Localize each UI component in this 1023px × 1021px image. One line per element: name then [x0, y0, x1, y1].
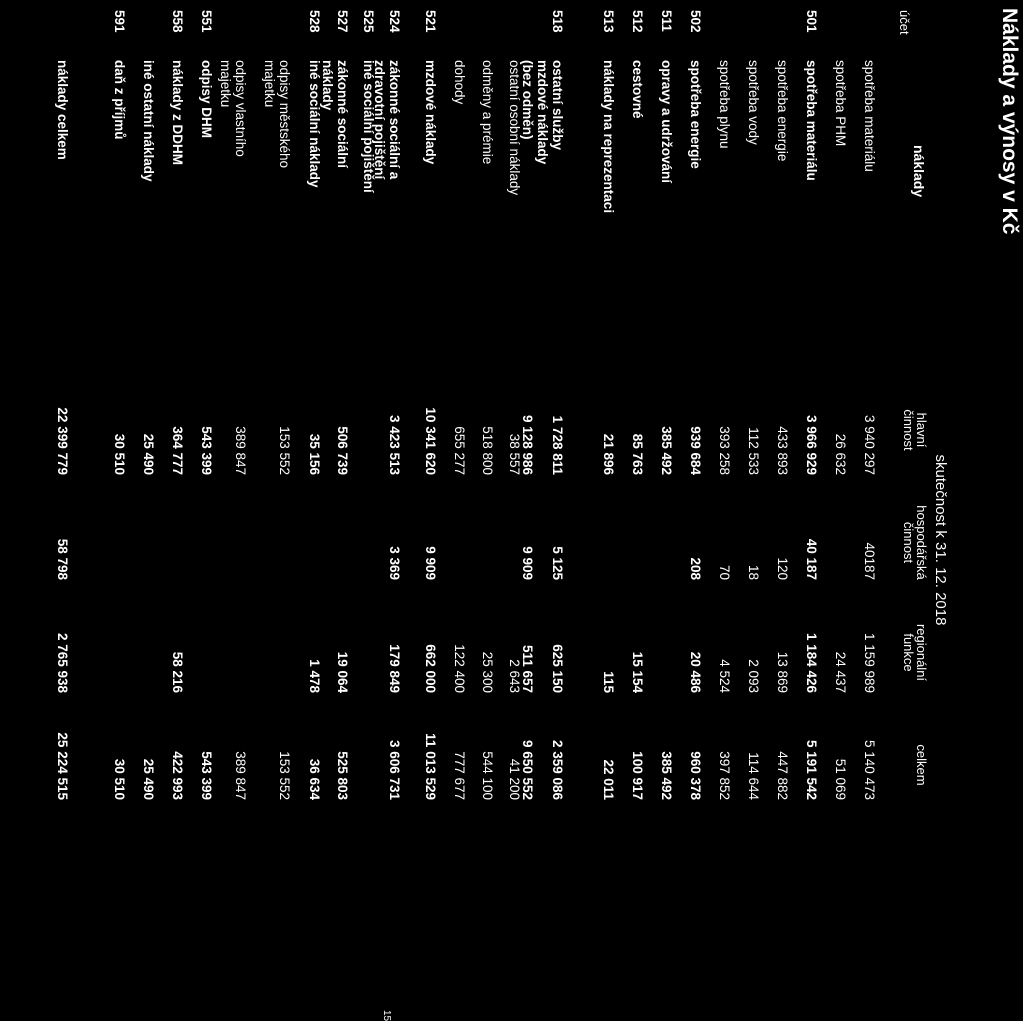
cost-name-cell: iné ostatní náklady: [141, 60, 156, 182]
account-cell: 525: [361, 10, 376, 33]
main-activity-cell: 26 632: [833, 433, 848, 475]
total-cell: 2 359 086 9 650 552: [520, 739, 565, 800]
account-cell: 511: [659, 10, 674, 32]
main-activity-cell: 10 341 620: [423, 407, 438, 475]
cost-name-cell: iné sociální náklady: [307, 60, 322, 188]
total-cell: 22 011: [601, 759, 616, 800]
regional-function-cell: 15 154: [630, 651, 645, 693]
regional-function-cell: 2 093: [746, 659, 761, 693]
main-activity-cell: 506 739: [335, 426, 350, 475]
total-cell: 397 852: [717, 751, 732, 800]
main-activity-cell: 939 684: [688, 426, 703, 475]
total-cell: 36 634: [307, 758, 322, 800]
account-cell: 502: [688, 10, 703, 33]
total-cell: 422 993: [170, 751, 185, 800]
main-activity-cell: 433 893: [775, 426, 790, 475]
cost-name-cell: odpisy městského majetku: [262, 60, 292, 169]
cost-name-cell: iné sociální pojištění: [361, 60, 376, 193]
total-cell: 447 882: [775, 751, 790, 800]
main-activity-cell: 655 277: [452, 426, 467, 475]
total-cell: 5 191 542: [804, 739, 819, 800]
economic-activity-cell: 70: [717, 564, 732, 580]
cost-name-cell: spotřeba materiálu: [804, 60, 819, 181]
account-cell: 558: [170, 10, 185, 33]
total-cell: 100 917: [630, 751, 645, 800]
main-activity-cell: 543 399: [199, 426, 214, 475]
economic-activity-cell: 9 909: [423, 546, 438, 580]
account-cell: 524: [387, 10, 402, 33]
main-activity-cell: 85 763: [630, 433, 645, 475]
main-activity-cell: 30 510: [112, 433, 127, 475]
main-activity-cell: 393 258: [717, 426, 732, 475]
economic-activity-cell: 3 369: [387, 546, 402, 580]
total-cell: 25 224 515: [55, 732, 70, 800]
main-activity-cell: 25 490: [141, 433, 156, 475]
main-activity-cell: 389 847: [233, 426, 248, 475]
cost-name-cell: odměny a prémie: [480, 60, 495, 165]
total-cell: 11 013 529: [423, 733, 438, 800]
main-activity-cell: 1 728 811 9 128 986: [520, 414, 565, 475]
cost-name-cell: mzdové náklady: [423, 60, 438, 165]
regional-function-cell: 122 400: [452, 644, 467, 693]
account-cell: 551: [199, 10, 214, 33]
header-regional-function: regionální funkce: [901, 623, 929, 682]
regional-function-cell: 1 159 989: [862, 632, 877, 693]
regional-function-cell: 19 064: [335, 651, 350, 693]
regional-function-cell: 2 643: [507, 659, 522, 693]
main-activity-cell: 364 777: [170, 426, 185, 475]
cost-name-cell: spotřeba vody: [746, 60, 761, 145]
main-activity-cell: 22 399 779: [55, 407, 70, 475]
regional-function-cell: 13 869: [775, 651, 790, 693]
total-cell: 543 399: [199, 751, 214, 800]
economic-activity-cell: 40187: [862, 542, 877, 580]
page-title: Náklady a výnosy v Kč: [998, 8, 1021, 235]
account-cell: 513: [601, 10, 616, 33]
cost-name-cell: náklady celkem: [55, 60, 70, 160]
regional-function-cell: 58 216: [170, 651, 185, 693]
total-cell: 544 100: [480, 751, 495, 800]
total-cell: 25 490: [141, 758, 156, 800]
cost-name-cell: zákonné sociální náklady: [320, 60, 350, 169]
main-activity-cell: 35 156: [307, 433, 322, 475]
economic-activity-cell: 40 187: [804, 538, 819, 580]
total-cell: 525 803: [335, 751, 350, 800]
regional-function-cell: 625 150 511 657: [520, 644, 565, 693]
main-activity-cell: 385 492: [659, 426, 674, 475]
total-cell: 389 847: [233, 751, 248, 800]
total-cell: 153 552: [277, 751, 292, 800]
main-activity-cell: 518 800: [480, 426, 495, 475]
header-total: celkem: [914, 744, 929, 786]
total-cell: 51 069: [833, 758, 848, 800]
main-activity-cell: 21 896: [601, 433, 616, 475]
regional-function-cell: 2 765 938: [55, 632, 70, 693]
cost-name-cell: náklady z DDHM: [170, 60, 185, 166]
cost-name-cell: ostatní osobní náklady: [507, 60, 522, 196]
regional-function-cell: 25 300: [480, 651, 495, 693]
total-cell: 5 140 473: [862, 739, 877, 800]
cost-name-cell: spotřeba materiálu: [862, 60, 877, 172]
main-activity-cell: 3 966 929: [804, 414, 819, 475]
economic-activity-cell: 5 125 9 909: [520, 546, 565, 580]
cost-name-cell: odpisy DHM: [199, 60, 214, 139]
cost-name-cell: dohody: [452, 60, 467, 105]
account-cell: 521: [423, 10, 438, 33]
total-cell: 385 492: [659, 751, 674, 800]
regional-function-cell: 4 524: [717, 659, 732, 693]
regional-function-cell: 20 486: [688, 651, 703, 693]
economic-activity-cell: 58 798: [55, 538, 70, 580]
main-activity-cell: 3 423 513: [387, 414, 402, 475]
account-cell: 501: [804, 10, 819, 33]
account-cell: 518: [550, 10, 565, 33]
regional-function-cell: 24 437: [833, 651, 848, 693]
regional-function-cell: 115: [601, 671, 616, 693]
page-number: 15: [381, 1010, 392, 1021]
cost-name-cell: opravy a udržování: [659, 60, 674, 184]
main-activity-cell: 112 533: [746, 427, 761, 475]
total-cell: 777 677: [452, 751, 467, 800]
cost-name-cell: spotřeba PHM: [833, 60, 848, 147]
regional-function-cell: 662 000: [423, 644, 438, 693]
cost-name-cell: daň z příjmů: [112, 60, 127, 140]
header-costs: náklady: [911, 145, 927, 198]
cost-name-cell: ostatní služby mzdové náklady (bez odměn): [520, 60, 565, 165]
cost-name-cell: náklady na reprezentaci: [601, 60, 616, 214]
total-cell: 41 200: [507, 758, 522, 800]
cost-name-cell: cestovné: [630, 60, 645, 119]
regional-function-cell: 1 184 426: [804, 632, 819, 693]
cost-name-cell: spotřeba plynu: [717, 60, 732, 149]
regional-function-cell: 179 849: [387, 644, 402, 693]
economic-activity-cell: 18: [746, 564, 761, 580]
cost-name-cell: zákonné sociální a zdravotní pojištění: [372, 60, 402, 180]
header-economic-activity: hospodářská činnost: [901, 505, 929, 580]
header-main-activity: hlavní činnost: [901, 409, 929, 451]
economic-activity-cell: 120: [775, 557, 790, 580]
cost-name-cell: spotřeba energie: [775, 60, 790, 162]
total-cell: 3 606 731: [387, 739, 402, 800]
cost-name-cell: spotřeba energie: [688, 60, 703, 169]
economic-activity-cell: 208: [688, 557, 703, 580]
account-cell: 512: [630, 10, 645, 33]
total-cell: 960 378: [688, 751, 703, 800]
main-activity-cell: 153 552: [277, 426, 292, 475]
main-activity-cell: 38 557: [507, 433, 522, 475]
total-cell: 30 510: [112, 758, 127, 800]
header-account: účet: [897, 10, 912, 35]
account-cell: 528: [307, 10, 322, 33]
account-cell: 591: [112, 10, 127, 33]
header-period: skutečnost k 31. 12. 2018: [932, 454, 949, 626]
cost-name-cell: odpisy vlastního majetku: [218, 60, 248, 157]
main-activity-cell: 3 940 297: [862, 414, 877, 475]
total-cell: 114 644: [746, 752, 761, 800]
regional-function-cell: 1 478: [307, 659, 322, 693]
account-cell: 527: [335, 10, 350, 33]
